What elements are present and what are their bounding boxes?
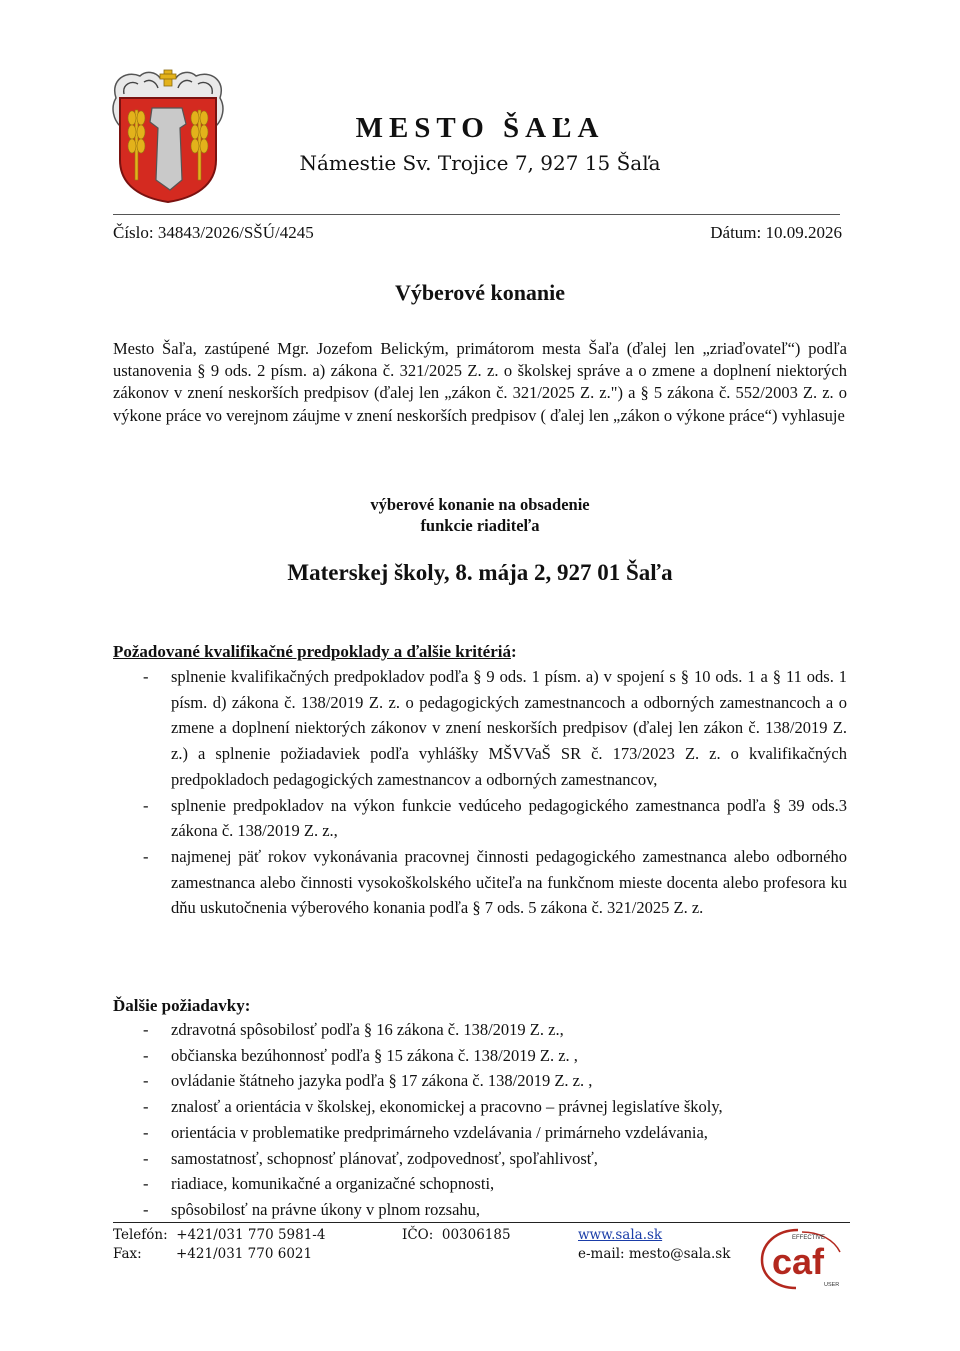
- footer-ico: IČO: 00306185: [402, 1227, 511, 1243]
- svg-text:USER: USER: [824, 1282, 840, 1288]
- caf-logo: [758, 1226, 846, 1292]
- list-item: - splnenie kvalifikačných predpokladov podľa § 9 ods. 1 písm. a) v spojení s § 10 ods. 1 a § 11 ods. 1 písm. d) zákona č. 138/2019 Z. z. o pedagogických zamestnancoch a odborných zamestnancoch a o zmene a doplnení niektorých zákonov v znení neskorších predpisov (ďalej len zákon č. 138/2019 Z. z.) a splnenie požiadaviek podľa vyhlášky MŠVVaŠ SR č. 173/2023 Z. z. o kvalifikačných predpokladoch pedagogických zamestnancov a odborných zamestnancov,: [143, 667, 847, 789]
- intro-paragraph: Mesto Šaľa, zastúpené Mgr. Jozefom Belickým, primátorom mesta Šaľa (ďalej len „zriaďovateľ“) podľa ustanovenia § 9 ods. 2 písm. a) zákona č. 321/2025 Z. z. o školskej správe a o zmene a doplnení niektorých zákonov v znení neskorších predpisov (ďalej len „zákon č. 321/2025 Z. z.") a § 5 zákona č. 552/2003 Z. z. o výkone práce vo verejnom záujme v znení neskorších predpisov ( ďalej len „zákon o výkone práce“) vyhlasuje: [113, 339, 847, 425]
- org-address: Námestie Sv. Trojice 7, 927 15 Šaľa: [299, 151, 661, 175]
- additional-requirements-list: [113, 1017, 847, 1223]
- announcement-subheading: [0, 494, 960, 536]
- document-date: Dátum: 10.09.2026: [710, 223, 842, 242]
- list-item: - riadiace, komunikačné a organizačné schopnosti,: [143, 1174, 495, 1194]
- list-item: - splnenie predpokladov na výkon funkcie vedúceho pedagogického zamestnanca podľa § 39 ods.3 zákona č. 138/2019 Z. z.,: [143, 795, 847, 841]
- footer-divider: [113, 1222, 850, 1223]
- footer-fax: Fax: +421/031 770 6021: [113, 1246, 313, 1262]
- list-item: - zdravotná spôsobilosť podľa § 16 zákona č. 138/2019 Z. z.,: [143, 1020, 564, 1039]
- additional-requirements-heading: Ďalšie požiadavky:: [113, 996, 251, 1015]
- list-item: - spôsobilosť na právne úkony v plnom rozsahu,: [143, 1199, 481, 1219]
- list-item: - orientácia v problematike predprimárneho vzdelávania / primárneho vzdelávania,: [143, 1122, 708, 1142]
- website-link[interactable]: www.sala.sk: [578, 1227, 663, 1243]
- subheading-line-2: funkcie riaditeľa: [420, 516, 540, 535]
- list-item: - najmenej päť rokov vykonávania pracovnej činnosti pedagogického zamestnanca alebo odborného zamestnanca alebo činnosti vysokoškolského učiteľa na funkčnom mieste docenta alebo profesora ku dňu uskutočnenia výberového konania podľa § 7 ods. 5 zákona č. 321/2025 Z. z.: [143, 846, 847, 918]
- svg-text:EFFECTIVE: EFFECTIVE: [792, 1235, 826, 1241]
- header-divider: [113, 214, 840, 215]
- qualifications-heading: Požadované kvalifikačné predpoklady a ďalšie kritériá:: [113, 642, 517, 661]
- footer-email: e-mail: mesto@sala.sk: [578, 1246, 731, 1262]
- qualifications-list: [113, 664, 847, 921]
- list-item: - občianska bezúhonnosť podľa § 15 zákona č. 138/2019 Z. z. ,: [143, 1045, 578, 1065]
- reference-number: Číslo: 34843/2026/SŠÚ/4245: [113, 223, 314, 242]
- list-item: - znalosť a orientácia v školskej, ekonomickej a pracovno – právnej legislatíve školy,: [143, 1097, 723, 1117]
- svg-text:caf: caf: [772, 1241, 825, 1282]
- document-title: Výberové konanie: [394, 280, 566, 305]
- footer-phone: Telefón: +421/031 770 5981-4: [113, 1227, 326, 1243]
- list-item: - ovládanie štátneho jazyka podľa § 17 zákona č. 138/2019 Z. z. ,: [143, 1071, 593, 1091]
- list-item: - samostatnosť, schopnosť plánovať, zodpovednosť, spoľahlivosť,: [143, 1148, 598, 1168]
- org-name: MESTO ŠAĽA: [355, 112, 605, 144]
- school-name: Materskej školy, 8. mája 2, 927 01 Šaľa: [287, 560, 673, 585]
- subheading-line-1: výberové konanie na obsadenie: [370, 495, 590, 514]
